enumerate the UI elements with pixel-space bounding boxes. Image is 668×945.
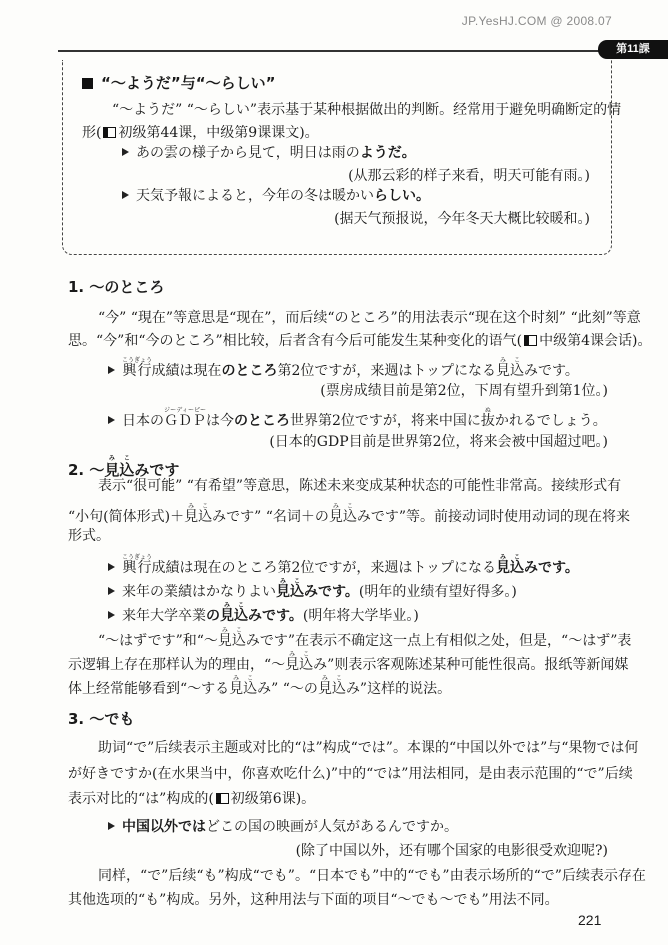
text: み”这样的说法。 <box>345 681 452 697</box>
text: “今” “現在”等意思是“现在”，而后续“のところ”的用法表示“现在这个时刻” “此刻”等意 <box>98 310 641 326</box>
example-sentence <box>108 407 607 430</box>
ruby-text: 見込みこ <box>220 602 248 624</box>
text: あの雲の様子から見て，明日は雨の <box>136 145 360 161</box>
text: (据天气预报说，今年冬天大概比较暖和。) <box>334 211 590 227</box>
bold-text: みです。 <box>524 560 579 576</box>
translation <box>320 382 608 400</box>
text: みです。 <box>524 363 579 379</box>
text: みです”在表示不确定这一点上有相似之处，但是，“～はず”表 <box>245 633 632 649</box>
text: 中级第4课会话)。 <box>539 333 652 349</box>
text: みです” “名词＋の <box>212 509 329 525</box>
text-line <box>112 101 621 119</box>
text: (日本的GDP目前是世界第2位，将来会被中国超过吧。) <box>269 434 608 450</box>
bold-text: ようだ。 <box>359 145 416 161</box>
bold-text: らしい。 <box>374 188 430 204</box>
text: (从那云彩的样子来看，明天可能有雨。) <box>348 168 590 184</box>
translation <box>296 842 608 860</box>
furigana: みこ <box>285 651 314 658</box>
text-line <box>68 651 628 674</box>
ruby-text: 見込みこ <box>104 455 135 479</box>
text: 成績は現在 <box>151 363 222 379</box>
ruby-text: 見込みこ <box>276 578 304 600</box>
ruby-text: 興行こうぎょう <box>122 357 153 379</box>
book-reference-icon <box>216 793 229 804</box>
text: 来年の業績はかなりよい <box>122 584 276 600</box>
furigana: みこ <box>217 627 246 634</box>
text-line <box>98 309 641 327</box>
example-sentence <box>122 187 430 205</box>
text: (明年将大学毕业。) <box>302 608 419 624</box>
book-reference-icon <box>103 127 116 138</box>
text: 表示对比的“は”构成的( <box>68 791 214 807</box>
text: かれるでしょう。 <box>494 413 607 429</box>
header-rule <box>58 50 606 52</box>
text: (票房成绩目前是第2位，下周有望升到第1位。) <box>320 383 608 399</box>
text-line <box>98 867 646 885</box>
text-line <box>68 332 651 350</box>
text: どこの国の映画が人気があるんですか。 <box>206 819 458 835</box>
text-line <box>98 477 621 495</box>
furigana: みこ <box>276 578 304 585</box>
text: 2. ～ <box>68 461 105 479</box>
ruby-text: 見込みこ <box>496 554 525 576</box>
text: 形式。 <box>68 528 110 544</box>
bold-text: の <box>206 608 220 624</box>
text: 来年大学卒業 <box>122 608 206 624</box>
text: みです”等。前接动词时使用动词的现在将来 <box>356 509 631 525</box>
furigana: みこ <box>229 675 258 682</box>
text: “～ようだ”与“～らしい” <box>101 74 276 92</box>
text-line <box>68 527 110 545</box>
text: 天気予報によると，今年の冬は暖かい <box>136 188 374 204</box>
text: “小句(简体形式)＋ <box>68 509 185 525</box>
text: 3. ～でも <box>68 710 135 728</box>
ruby-text: 見込みこ <box>285 651 314 673</box>
triangle-bullet-icon <box>108 822 115 830</box>
translation <box>348 167 590 185</box>
ruby-text: 見込みこ <box>184 503 213 525</box>
bold-text: のところ <box>234 413 290 429</box>
furigana: こうぎょう <box>122 357 153 364</box>
text: 体上经常能够看到“～する <box>68 681 230 697</box>
furigana: みこ <box>328 503 357 510</box>
text-line <box>68 675 451 698</box>
page-number: 221 <box>578 912 602 928</box>
text: 初级第44课，中级第9课课文)。 <box>118 125 319 141</box>
text: 其他选项的“も”构成。另外，这种用法与下面的项目“～でも～でも”用法不同。 <box>68 892 559 908</box>
triangle-bullet-icon <box>122 191 129 199</box>
furigana: こうぎょう <box>122 554 153 561</box>
text: 初级第6课)。 <box>230 791 316 807</box>
section-heading <box>68 455 179 479</box>
furigana: みこ <box>496 554 524 561</box>
ruby-text: 見込みこ <box>496 357 525 379</box>
text: “～はずです”和“～ <box>98 633 218 649</box>
furigana: みこ <box>184 503 213 510</box>
furigana: みこ <box>220 602 248 609</box>
ruby-text: 抜ぬ <box>480 407 495 429</box>
watermark: JP.YesHJ.COM @ 2008.07 <box>461 14 612 28</box>
triangle-bullet-icon <box>108 611 115 619</box>
example-sentence <box>122 144 416 162</box>
square-bullet-icon <box>82 78 93 89</box>
furigana: ジーディーピー <box>164 407 206 414</box>
ruby-text: 見込みこ <box>229 675 258 697</box>
ruby-text: 見込みこ <box>317 675 346 697</box>
text-line <box>82 124 319 142</box>
section-heading <box>68 278 164 296</box>
text: は今 <box>206 413 234 429</box>
text: みです <box>134 461 180 479</box>
triangle-bullet-icon <box>122 148 129 156</box>
section-heading <box>82 74 275 92</box>
text: 成績は現在のところ第2位ですが，来週はトップになる <box>151 560 497 576</box>
text-line <box>68 765 633 783</box>
furigana: みこ <box>317 675 346 682</box>
text-line <box>98 627 631 650</box>
ruby-text: 興行こうぎょう <box>122 554 153 576</box>
lesson-tab: 第11課 <box>598 40 668 59</box>
text: (除了中国以外，还有哪个国家的电影很受欢迎呢?) <box>295 843 608 859</box>
furigana: ぬ <box>480 407 495 414</box>
text: 1. ～のところ <box>68 278 165 296</box>
ruby-text: 見込みこ <box>328 503 357 525</box>
triangle-bullet-icon <box>108 587 115 595</box>
text-line <box>68 891 559 909</box>
bold-text: みです。 <box>304 584 359 600</box>
text: 形( <box>82 125 102 141</box>
text: 第2位ですが，来週はトップになる <box>277 363 497 379</box>
text: 同样，“で”后续“も”构成“でも”。“日本でも”中的“でも”由表示场所的“で”后续表示存在 <box>98 868 646 884</box>
text: “～ようだ” “～らしい”表示基于某种根据做出的判断。经常用于避免明确断定的情 <box>112 102 622 118</box>
text: (明年的业绩有望好得多。) <box>358 584 517 600</box>
example-sentence <box>108 357 579 380</box>
text: み”则表示客观陈述某种可能性很高。报纸等新闻媒 <box>313 657 629 673</box>
text: 思。“今”和“今のところ”相比较，后者含有今后可能发生某种变化的语气( <box>68 333 523 349</box>
text: み” “～の <box>257 681 318 697</box>
example-sentence <box>108 602 419 625</box>
bold-text: みです。 <box>248 608 303 624</box>
example-sentence <box>108 578 517 601</box>
triangle-bullet-icon <box>108 563 115 571</box>
bold-text: のところ <box>221 363 278 379</box>
furigana: みこ <box>104 455 135 462</box>
text-line <box>68 790 315 808</box>
text: 示逻辑上存在那样认为的理由，“～ <box>68 657 286 673</box>
text: 世界第2位ですが，将来中国に <box>290 413 481 429</box>
ruby-text: ＧＤＰジーディーピー <box>164 407 206 429</box>
text: が好きですか(在水果当中，你喜欢吃什么)”中的“では”用法相同，是由表示范围的“で”后续 <box>68 766 633 782</box>
example-sentence <box>108 554 579 577</box>
triangle-bullet-icon <box>108 366 115 374</box>
text-line <box>68 503 630 526</box>
ruby-text: 見込みこ <box>217 627 246 649</box>
text-line <box>98 739 638 757</box>
text: 日本の <box>122 413 164 429</box>
example-sentence <box>108 818 458 836</box>
bold-text: 中国以外では <box>122 819 206 835</box>
text: 表示“很可能” “有希望”等意思，陈述未来变成某种状态的可能性非常高。接续形式有 <box>98 478 622 494</box>
section-heading <box>68 710 134 728</box>
book-reference-icon <box>524 335 537 346</box>
text: 助词“で”后续表示主题或对比的“は”构成“では”。本课的“中国以外では”与“果物では何 <box>98 740 639 756</box>
translation <box>269 433 608 451</box>
triangle-bullet-icon <box>108 416 115 424</box>
translation <box>334 210 590 228</box>
furigana: みこ <box>496 357 524 364</box>
